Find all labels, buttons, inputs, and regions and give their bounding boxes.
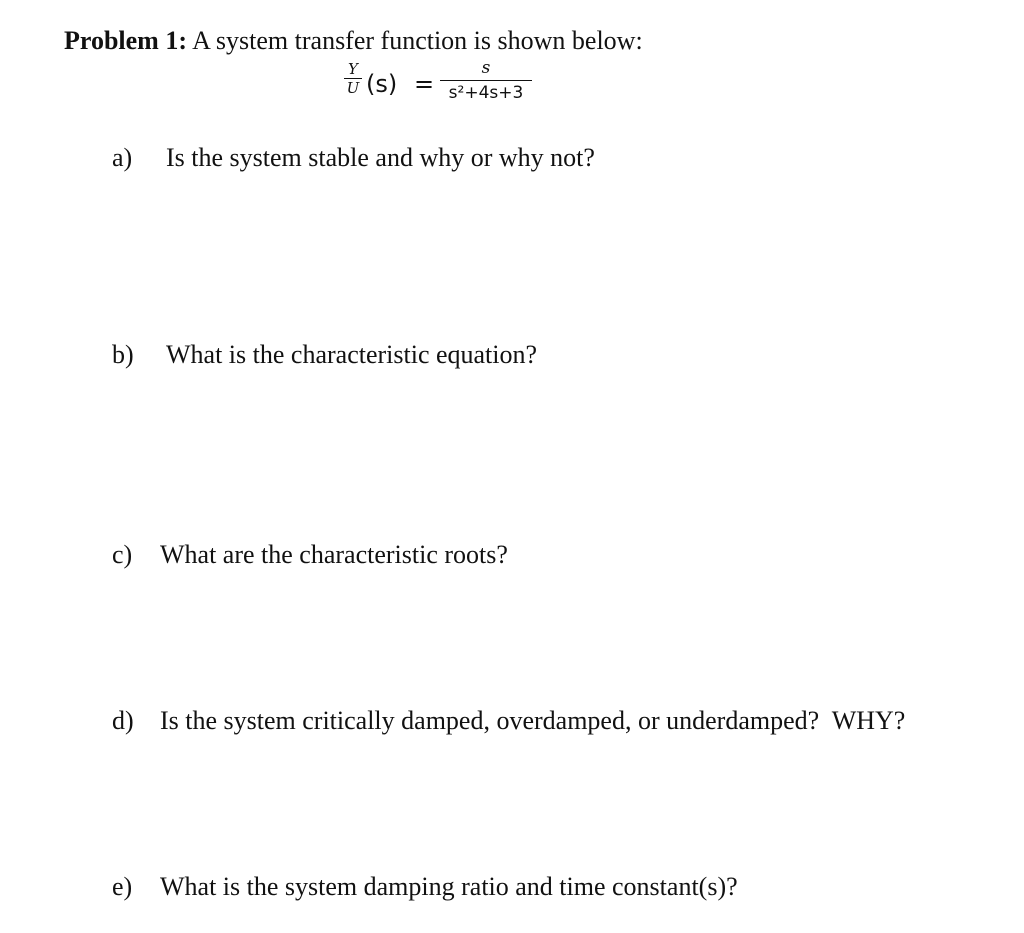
question-text: What is the system damping ratio and time constant(s)?	[160, 872, 738, 901]
fraction-bar	[440, 80, 532, 81]
lhs-denominator: U	[346, 79, 360, 97]
problem-heading: Problem 1:	[64, 26, 187, 55]
question-text: Is the system stable and why or why not?	[166, 143, 595, 172]
problem-statement	[64, 26, 643, 56]
question-label: c)	[112, 540, 133, 569]
rhs-denominator: s²+4s+3	[448, 83, 524, 103]
rhs-fraction	[440, 58, 532, 103]
question-text: What is the characteristic equation?	[166, 340, 538, 369]
lhs-numerator: Y	[348, 60, 358, 78]
question-label: e)	[112, 872, 133, 901]
lhs-argument: (s)	[366, 70, 398, 98]
problem-intro: A system transfer function is shown below:	[192, 26, 643, 55]
rhs-numerator: s	[481, 58, 491, 78]
lhs-fraction	[344, 60, 362, 97]
question-text: Is the system critically damped, overdamped, or underdamped? WHY?	[160, 706, 906, 735]
question-label: d)	[112, 706, 134, 735]
equals-sign: =	[414, 70, 435, 98]
question-text: What are the characteristic roots?	[160, 540, 508, 569]
question-label: a)	[112, 143, 133, 172]
question-label: b)	[112, 340, 134, 369]
